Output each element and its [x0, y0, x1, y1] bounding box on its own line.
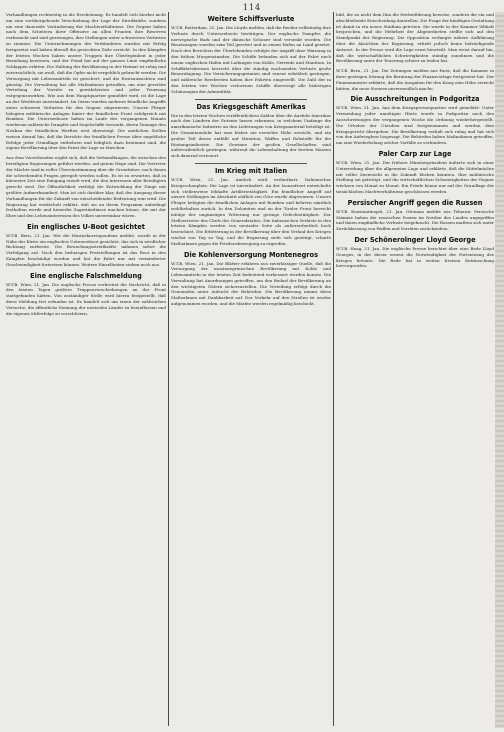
article-body: W.T.B. Haag, 21. Jan. Die englische Presse berichtet über eine Rede Lloyd Georges, in der dieser erneut die Notwendigkeit der Fortsetzung des Krieges betonte. Die Rede hat in weiten Kreisen Enttäuschung hervorgerufen. [336, 245, 494, 269]
article [171, 15, 331, 95]
column-rule [333, 12, 334, 726]
article [336, 12, 494, 64]
article-headline: Das Kriegsgeschäft Amerikas [196, 102, 306, 111]
article-body: W.T.B. Wien, 21. Jan. Amtlich wird verlautbart: Italienischer Kriegsschauplatz. Die Lage ist unverändert. An der Isonzofront entwickelte sich stellenweise lebhafte Artillerietätigkeit. Ein feindlicher Angriff auf unsere Stellungen im Abschnitt südlich von Görz wurde abgewiesen. Unsere Flieger belegten die feindlichen Anlagen mit Bomben und kehrten sämtlich wohlbehalten zurück. In den Dolomiten und an der Tiroler Front herrscht infolge der ungünstigen Witterung nur geringe Gefechtstätigkeit. Der Stellvertreter des Chefs des Generalstabes. Die italienischen Verluste in den letzten Kämpfen werden von neutraler Seite als außerordentlich hoch bezeichnet. Die Erbitterung in der Bevölkerung über den Verlauf des Krieges wächst von Tag zu Tag, und die Regierung sieht sich genötigt, scharfe Maßnahmen gegen die Friedensbewegung zu ergreifen. [171, 176, 331, 246]
article [336, 150, 494, 195]
article-body: W.T.B. Bern, 21. Jan. Die Zeitungen melden aus Paris, daß die Kammer in ihrer gestrigen Sitzung die Beratung der Finanzvorlage fortgesetzt hat. Der Finanzminister erklärte, daß die Ausgaben für den Krieg eine Höhe erreicht hätten, die neue Steuern unvermeidlich mache. [336, 68, 494, 91]
column-2 [171, 12, 331, 728]
article [6, 155, 166, 219]
adjacent-page-edge [495, 12, 504, 728]
article [336, 95, 494, 146]
article-body: W.T.B. Bern, 21. Jan. Wie die Marinekorrespondenz meldet, wurde in der Nähe der Küste ein englisches Unterseeboot gesichtet, das sich in nördlicher Richtung entfernte. Die Bewachungsstreitkräfte nahmen sofort die Verfolgung auf. Nach den bisherigen Feststellungen ist das Boot in den Kämpfen beschädigt worden und hat die Fahrt nur mit verminderter Geschwindigkeit fortsetzen können. Weitere Einzelheiten stehen noch aus. [6, 232, 166, 267]
article-divider [195, 163, 307, 164]
article-headline: Weitere Schiffsverluste [207, 15, 295, 23]
article [171, 251, 331, 307]
article-headline: Im Krieg mit Italien [214, 166, 288, 175]
article [6, 272, 166, 317]
article-headline: Die Kohlenversorgung Montenegros [184, 250, 318, 259]
article-headline: Der Schönerolnger Lloyd George [354, 235, 476, 244]
article-body: W.T.B. Konstantinopel, 21. Jan. Ottoman meldet aus Teheran: Persische Stämme haben die russischen Posten im Norden des Landes angegriffen und ihnen empfindliche Verluste beigebracht. Die Russen mußten sich unter Zurücklassung von Waffen und Vorräten zurückziehen. [336, 208, 494, 232]
article-headline: Eine englische Falschmeldung [30, 271, 142, 280]
article-body: W.T.B. Wien, 21. Jan. Die Blätter erfahren aus zuverlässiger Quelle, daß die Versorgung der montenegrinischen Bevölkerung mit Kohle und Lebensmitteln in der letzten Zeit bedeutend verbessert werden konnte. Die Verwaltung hat Anordnungen getroffen, um den Bedarf der Bevölkerung an den wichtigsten Gütern sicherzustellen. Die Verteilung erfolgt durch die Gemeinden unter Aufsicht der Behörden. Die Bevölkerung nimmt diese Maßnahmen mit Dankbarkeit auf. Der Verkehr auf den Straßen ist wieder aufgenommen worden, und die Märkte werden regelmäßig beschickt. [171, 260, 331, 307]
column-1 [6, 12, 166, 728]
article-body: bild, die zu nicht dem Ihm die Herbeiführung beweise, sondern die ein und abschließende Entscheidung darstellen. Die Frage der künftigen Gestaltung ist damit in ein neues Stadium getreten. Sie wurde in der Kammer lebhaft besprochen, und die Mehrheit der Abgeordneten stellte sich auf den Standpunkt der Regierung. Die Opposition verlangte nähere Aufklärung über die Absichten der Regierung, erhielt jedoch keine befriedigende Antwort. In der Presse wird die Lage ernst beurteilt. Man weist darauf hin, daß die wirtschaftlichen Schwierigkeiten ständig zunehmen und die Bevölkerung unter der Teuerung schwer zu leiden hat. [336, 12, 494, 64]
article [336, 236, 494, 269]
article-headline: Ein englisches U-Boot gesichtet [27, 222, 145, 231]
article [336, 199, 494, 232]
article-headline: Die Ausschreitungen in Podgoritza [350, 95, 480, 104]
article [6, 223, 166, 268]
article [171, 167, 331, 247]
article [336, 68, 494, 91]
article-body: Aus dem Vorstehenden ergibt sich, daß die Verhandlungen, die zwischen den beteiligten Regierungen geführt werden, auf gutem Wege sind. Die Vertreter der Mächte sind in voller Übereinstimmung über die Grundsätze, nach denen die schwebenden Fragen geregelt werden sollen. Es ist zu erwarten, daß in kürzester Zeit eine Einigung erzielt wird, die den Interessen aller Beteiligten gerecht wird. Die Öffentlichkeit verfolgt die Entwicklung der Dinge mit größter Aufmerksamkeit. Man ist sich darüber klar, daß der Ausgang dieser Verhandlungen für die Zukunft von entscheidender Bedeutung sein wird. Die Regierung hat wiederholt erklärt, daß sie an ihrem Programm unbedingt festhalten werde und keinerlei Zugeständnisse machen könne, die mit der Ehre und den Lebensinteressen des Volkes unvereinbar wären. [6, 155, 166, 219]
article-body: W.T.B. Rotterdam, 21. Jan. Die Lloyds melden, daß die Reeder vollständig ihre Verluste durch Unterseeboote bestätigen. Der englische Dampfer, die norwegische Bark und der dänische Schoner sind versenkt worden. Die Besatzungen wurden zum Teil gerettet und in einem Hafen an Land gesetzt. Nach den Berichten der Überlebenden erfolgte der Angriff ohne Warnung in den frühen Morgenstunden. Die Schiffe befanden sich auf der Fahrt nach einem englischen Hafen mit Ladungen von Kohle, Getreide und Munition. In Schiffahrtskreisen herrscht über die ständig wachsenden Verluste große Beunruhigung. Die Versicherungsprämien sind erneut erheblich gestiegen, und zahlreiche Reedereien haben ihre Fahrten eingestellt. Die Zahl der in den letzten vier Wochen verlorenen Schiffe übersteigt alle bisherigen Schätzungen der Admiralität. [171, 25, 331, 94]
article [171, 103, 331, 159]
column-3 [336, 12, 494, 728]
column-rule [168, 12, 169, 726]
article [6, 12, 166, 151]
article-headline: Paler Carp zur Lage [378, 149, 452, 158]
article-body: W.T.B. Wien, 21. Jan. Der frühere Ministerpräsident äußerte sich in einer Unterredung über die allgemeine Lage und erklärte, daß die Mittelmächte mit voller Zuversicht in die Zukunft blicken könnten. Ihre militärische Stellung sei gefestigt, und die wirtschaftlichen Schwierigkeiten der Gegner wüchsen von Monat zu Monat. Ein Friede könne nur auf der Grundlage der tatsächlichen Machtverhältnisse geschlossen werden. [336, 159, 494, 194]
page-number: 114 [242, 3, 262, 12]
article-body: Die in den letzten Wochen veröffentlichten Zahlen über die Ausfuhr Amerikas nach den Ländern der Entente lassen erkennen, in welchem Umfange die amerikanische Industrie an den Lieferungen von Kriegsmaterial beteiligt ist. Die Gesamtausfuhr hat eine bisher nie erreichte Höhe erreicht, und ein großer Teil davon entfällt auf Munition, Waffen und Rohstoffe für die Rüstungsindustrie. Die Gewinne der großen Gesellschaften sind außerordentlich gestiegen, während die Lebenshaltung der breiten Massen sich dauernd verteuert. [171, 112, 331, 159]
article-headline: Persischer Angriff gegen die Russen [347, 198, 483, 207]
article-body: W.T.B. Wien, 21. Jan. Die englische Presse verbreitet die Nachricht, daß in den letzten Tagen größere Truppenverschiebungen an der Front stattgefunden hätten. Von zuständiger Stelle wird hierzu festgestellt, daß diese Meldung frei erfunden ist. Es handelt sich um einen der zahlreichen Versuche, die öffentliche Meinung der neutralen Länder zu beeinflussen und die eigenen Mißerfolge zu verschleiern. [6, 281, 166, 316]
article-divider [195, 99, 307, 100]
article-body: Verhandlungen rechtzeitig in die Erscheinung. Es handelt sich hierbei nicht um eine vorübergehende Verschiebung der Lage der Streitkräfte, sondern um eine dauernde Veränderung der Machtverhältnisse. Die Gegner haben nach dem Scheitern ihrer Offensive an allen Fronten ihre Reserven verbraucht und sind gezwungen, ihre Stellungen unter schwersten Verlusten zu räumen. Die Unternehmungen der Verbündeten wurden mit Erfolg fortgesetzt und haben überall die gesteckten Ziele erreicht. In den Kämpfen der letzten Wochen haben unsere Truppen ihre Überlegenheit in jeder Beziehung bewiesen, und der Feind hat auf der ganzen Linie empfindliche Schlappen erlitten. Die Haltung der Bevölkerung in der Heimat ist ruhig und zuversichtlich; sie weiß, daß die Opfer nicht vergeblich gebracht werden. Die Versorgung mit Lebensmitteln ist gesichert, und die Ernteaussichten sind günstig. Die Verwaltung hat alle Maßnahmen getroffen, um eine gerechte Verteilung der Vorräte zu gewährleisten und jeder Teuerung entgegenzuwirken. Wie aus dem Hauptquartier gemeldet wird, ist die Lage an der Westfront unverändert. Im Osten wurden mehrere feindliche Angriffe unter schweren Verlusten für den Gegner abgewiesen. Unsere Flieger belegten militärische Anlagen hinter der feindlichen Front erfolgreich mit Bomben. Die Unterseeboote haben im Laufe des vergangenen Monats wiederum zahlreiche Dampfer und Segelschiffe versenkt, deren Tonnage den Neubau der feindlichen Werften weit übersteigt. Die amtlichen Stellen weisen darauf hin, daß die Berichte der feindlichen Presse über angebliche Erfolge jeder Grundlage entbehren und lediglich dazu bestimmt sind, die eigene Bevölkerung über den Ernst der Lage zu täuschen. [6, 12, 166, 151]
article-body: W.T.B. Wien, 21. Jan. Aus dem Kriegspressequartier wird gemeldet: Unter Vermeidung jeder unnötigen Härte wurde in Podgoritza nach den Ausschreitungen der vergangenen Woche die Ordnung wiederhergestellt. Die Urheber der Unruhen sind festgenommen und werden dem Kriegsgericht übergeben. Die Bevölkerung verhält sich ruhig und hat sich von den Aufwieglern losgesagt. Die Behörden haben Maßnahmen getroffen, um eine Wiederholung solcher Vorfälle zu verhindern. [336, 105, 494, 146]
